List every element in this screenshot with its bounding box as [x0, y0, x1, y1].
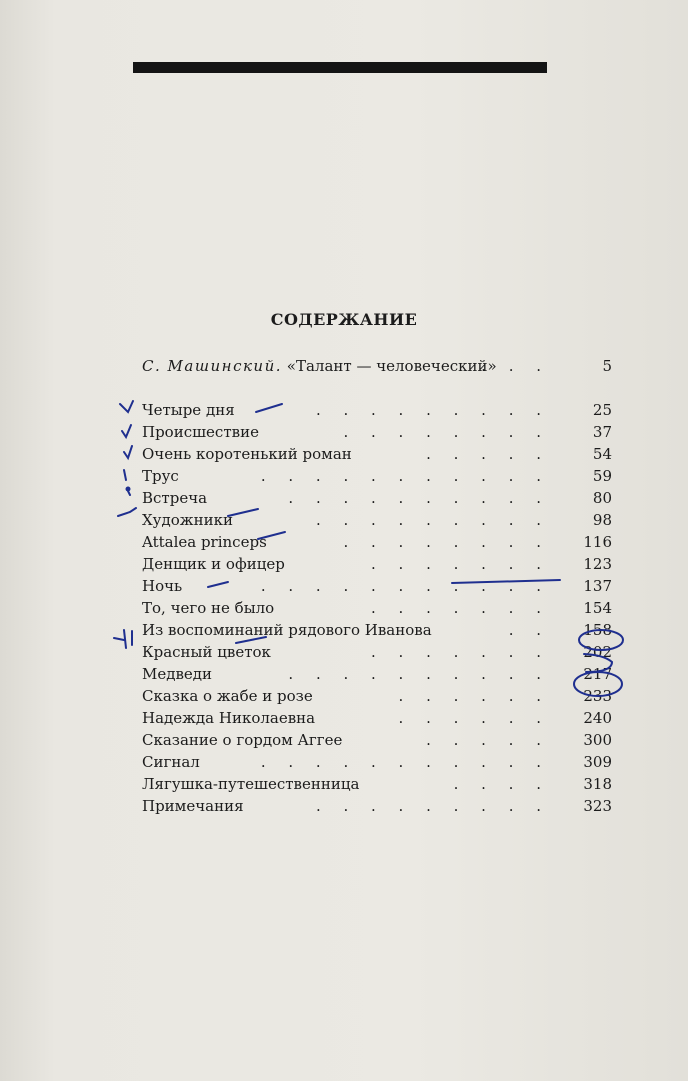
toc-dots: . . . . . . . . [343, 423, 550, 441]
toc-entry [142, 399, 612, 421]
toc-entry [142, 355, 612, 377]
toc-page: 240 [583, 709, 612, 727]
toc-dots: . . [508, 621, 550, 639]
toc-entry [142, 443, 612, 465]
toc-page: 158 [583, 621, 612, 639]
toc-title: Происшествие [142, 423, 259, 441]
toc-title: То, чего не было [142, 599, 275, 617]
toc-title: Художники [142, 511, 233, 529]
toc-title: Денщик и офицер [142, 555, 285, 573]
toc-dots: . . . . . . . [371, 555, 550, 573]
toc-title: Лягушка-путешественница [142, 775, 360, 793]
toc-page: 323 [583, 797, 612, 815]
table-of-contents [0, 355, 688, 815]
toc-author: С. Машинский. [142, 357, 283, 375]
toc-entry [142, 707, 612, 729]
toc-page: 202 [583, 643, 612, 661]
toc-dots: . . . . . . [398, 709, 550, 727]
toc-page: 98 [592, 511, 612, 529]
toc-title: Трус [142, 467, 179, 485]
toc-page: 123 [583, 555, 612, 573]
toc-dots: . . . . . . . [371, 643, 550, 661]
toc-entry [142, 597, 612, 619]
toc-entry [142, 751, 612, 773]
toc-dots: . . . . . . . . . [315, 797, 550, 815]
toc-page: 116 [583, 533, 612, 551]
top-rule [133, 62, 547, 73]
toc-dots: . . . . . [426, 445, 550, 463]
toc-entry [142, 795, 612, 817]
toc-dots: . . . . . . . . [343, 533, 550, 551]
toc-dots: . . . . . . . [371, 599, 550, 617]
toc-dots: . . . . . . . . . . . [260, 577, 550, 595]
toc-entry [142, 487, 612, 509]
toc-title: Медведи [142, 665, 213, 683]
toc-entry [142, 421, 612, 443]
toc-title: Attalea princeps [142, 533, 267, 551]
toc-title: Очень коротенький роман [142, 445, 352, 463]
toc-entry [142, 509, 612, 531]
toc-page: 217 [583, 665, 612, 683]
toc-dots: . . . . . . [398, 687, 550, 705]
toc-title: Из воспоминаний рядового Иванова [142, 621, 432, 639]
toc-entry [142, 641, 612, 663]
toc-entry [142, 465, 612, 487]
toc-dots: . . . . . . . . . [315, 401, 550, 419]
toc-page: 25 [592, 401, 612, 419]
toc-entry [142, 729, 612, 751]
toc-page: 80 [592, 489, 612, 507]
toc-dots: . . . [481, 357, 550, 375]
toc-title: Ночь [142, 577, 183, 595]
toc-entry [142, 553, 612, 575]
toc-page: 37 [592, 423, 612, 441]
toc-page: 5 [602, 357, 612, 375]
toc-title: Четыре дня [142, 401, 235, 419]
toc-dots: . . . . . . . . . . . [260, 753, 550, 771]
toc-entry [142, 619, 612, 641]
toc-dots: . . . . . . . . . . [288, 665, 550, 683]
toc-page: 233 [583, 687, 612, 705]
toc-title: Сигнал [142, 753, 200, 771]
toc-entry [142, 773, 612, 795]
toc-title: Встреча [142, 489, 208, 507]
toc-title: Сказание о гордом Аггее [142, 731, 343, 749]
toc-page: 154 [583, 599, 612, 617]
toc-dots: . . . . . . . . . . . [260, 467, 550, 485]
toc-page: 59 [592, 467, 612, 485]
toc-entry [142, 685, 612, 707]
toc-title: Красный цветок [142, 643, 271, 661]
page-title: СОДЕРЖАНИЕ [270, 310, 418, 329]
toc-dots: . . . . [453, 775, 550, 793]
toc-entry [142, 663, 612, 685]
toc-title: Надежда Николаевна [142, 709, 316, 727]
toc-entry [142, 531, 612, 553]
toc-title: Примечания [142, 797, 244, 815]
toc-title: «Талант — человеческий» [286, 357, 497, 375]
toc-entry [142, 575, 612, 597]
toc-page: 137 [583, 577, 612, 595]
toc-page: 318 [583, 775, 612, 793]
toc-dots: . . . . . . . . . . [288, 489, 550, 507]
toc-title: Сказка о жабе и розе [142, 687, 313, 705]
toc-page: 300 [583, 731, 612, 749]
toc-dots: . . . . . . . . . [315, 511, 550, 529]
toc-page: 54 [592, 445, 612, 463]
toc-page: 309 [583, 753, 612, 771]
toc-dots: . . . . . [426, 731, 550, 749]
